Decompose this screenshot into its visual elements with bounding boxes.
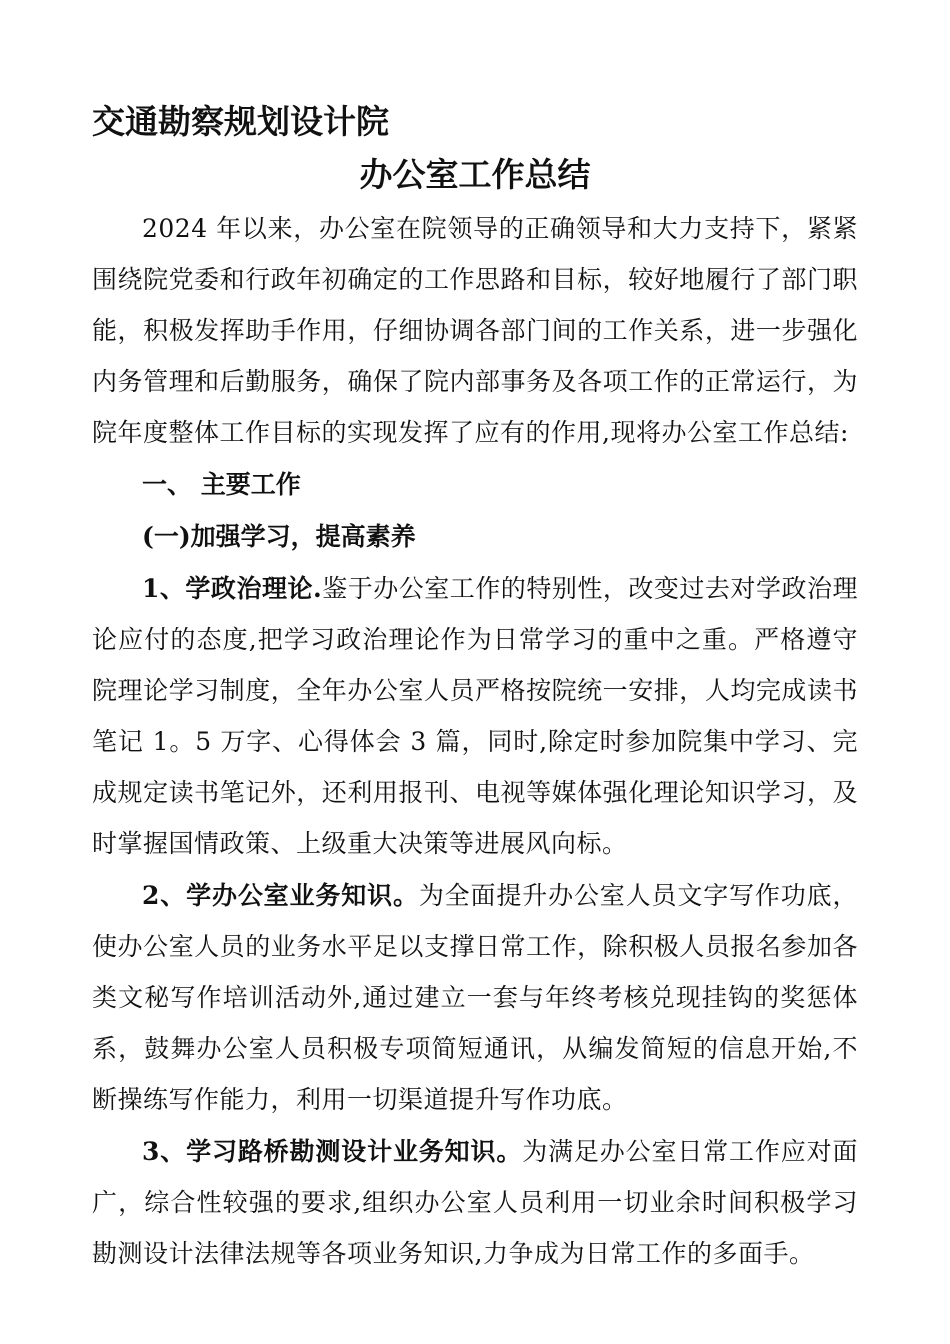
item-survey-design-knowledge-lead: 3、学习路桥勘测设计业务知识。 bbox=[142, 1137, 523, 1166]
item-office-knowledge-lead: 2、学办公室业务知识。 bbox=[142, 881, 419, 910]
organization-title: 交通勘察规划设计院 bbox=[92, 102, 389, 141]
document-title: 办公室工作总结 bbox=[359, 155, 591, 194]
item-political-theory-lead: 1、学政治理论. bbox=[142, 574, 323, 603]
section-heading-main-work: 一、 主要工作 bbox=[142, 470, 301, 499]
subsection-heading-study: (一)加强学习，提高素养 bbox=[142, 522, 416, 551]
document-body bbox=[92, 203, 858, 1279]
item-office-knowledge-text: 为全面提升办公室人员文字写作功底，使办公室人员的业务水平足以支撑日常工作，除积极人员报名参加各类文秘写作培训活动外,通过建立一套与年终考核兑现挂钩的奖惩体系，鼓舞办公室人员积极专项简短通讯，从编发简短的信息开始,不断操练写作能力，利用一切渠道提升写作功底。 bbox=[92, 881, 858, 1114]
intro-paragraph: 2024 年以来，办公室在院领导的正确领导和大力支持下，紧紧围绕院党委和行政年初确定的工作思路和目标，较好地履行了部门职能，积极发挥助手作用，仔细协调各部门间的工作关系，进一步强化内务管理和后勤服务，确保了院内部事务及各项工作的正常运行，为院年度整体工作目标的实现发挥了应有的作用,现将办公室工作总结: bbox=[92, 214, 858, 447]
item-political-theory-text: 鉴于办公室工作的特别性，改变过去对学政治理论应付的态度,把学习政治理论作为日常学习的重中之重。严格遵守院理论学习制度，全年办公室人员严格按院统一安排，人均完成读书笔记 1。5 万字、心得体会 3 篇，同时,除定时参加院集中学习、完成规定读书笔记外，还利用报刊、电视等媒体强化理论知识学习，及时掌握国情政策、上级重大决策等进展风向标。 bbox=[92, 574, 858, 858]
item-survey-design-knowledge bbox=[92, 1126, 858, 1279]
item-survey-design-knowledge-text: 为满足办公室日常工作应对面广，综合性较强的要求,组织办公室人员利用一切业余时间积极学习勘测设计法律法规等各项业务知识,力争成为日常工作的多面手。 bbox=[92, 1137, 858, 1268]
item-political-theory bbox=[92, 563, 858, 869]
item-office-knowledge bbox=[92, 870, 858, 1125]
